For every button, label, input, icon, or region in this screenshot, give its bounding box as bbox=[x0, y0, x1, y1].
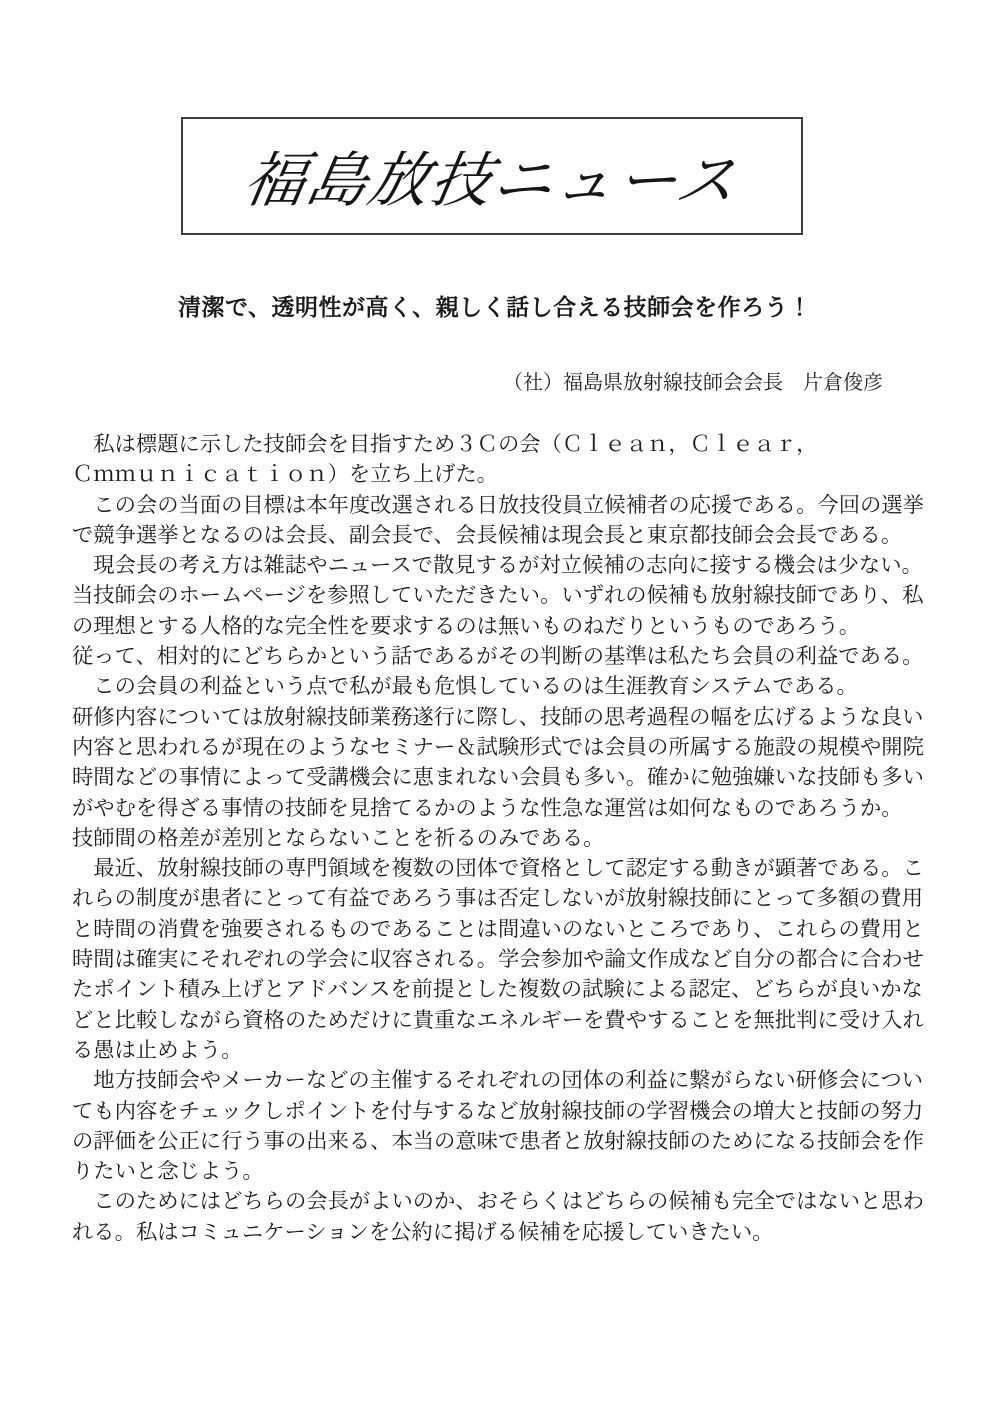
byline-text: （社）福島県放射線技師会会長 片倉俊彦 bbox=[503, 372, 883, 394]
body-text-line: ても内容をチェックしポイントを付与するなど放射線技師の学習機会の増大と技師の努力 bbox=[72, 1098, 924, 1123]
body-text-line: 最近、放射線技師の専門領域を複数の団体で資格として認定する動きが顕著である。こ bbox=[72, 856, 924, 881]
body-text-line: 内容と思われるが現在のようなセミナー＆試験形式では会員の所属する施設の規模や開院 bbox=[72, 734, 924, 759]
body-text bbox=[72, 429, 952, 1247]
body-text-line: 当技師会のホームページを参照していただきたい。いずれの候補も放射線技師であり、私 bbox=[72, 583, 924, 608]
body-text-line: 時間は確実にそれぞれの学会に収容される。学会参加や論文作成など自分の都合に合わせ bbox=[72, 947, 924, 972]
body-text-line: の評価を公正に行う事の出来る、本当の意味で患者と放射線技師のためになる技師会を作 bbox=[72, 1128, 924, 1153]
body-text-line: このためにはどちらの会長がよいのか、おそらくはどちらの候補も完全ではないと思わ bbox=[72, 1189, 924, 1214]
body-text-line: と時間の消費を強要されるものであることは間違いのないところであり、これらの費用と bbox=[72, 916, 924, 941]
body-text-line: りたいと念じよう。 bbox=[72, 1159, 264, 1184]
body-text-line: この会の当面の目標は本年度改選される日放技役員立候補者の応援である。今回の選挙 bbox=[72, 492, 924, 517]
body-text-line: 技師間の格差が差別とならないことを祈るのみである。 bbox=[72, 825, 605, 850]
body-text-line: 研修内容については放射線技師業務遂行に際し、技師の思考過程の幅を広げるような良い bbox=[72, 704, 924, 729]
body-text-line: 時間などの事情によって受講機会に恵まれない会員も多い。確かに勉強嫌いな技師も多い bbox=[72, 765, 924, 790]
body-text-line: る愚は止めよう。 bbox=[72, 1037, 243, 1062]
body-text-line: 現会長の考え方は雑誌やニュースで散見するが対立候補の志向に接する機会は少ない。 bbox=[72, 553, 923, 578]
body-text-line: がやむを得ざる事情の技師を見捨てるかのような性急な運営は如何なものであろうか。 bbox=[72, 795, 903, 820]
body-text-line: 従って、相対的にどちらかという話であるがその判断の基準は私たち会員の利益である。 bbox=[72, 644, 924, 669]
body-text-line: れらの制度が患者にとって有益であろう事は否定しないが放射線技師にとって多額の費用 bbox=[72, 886, 924, 911]
body-text-line: れる。私はコミュニケーションを公約に掲げる候補を応援していきたい。 bbox=[72, 1219, 774, 1244]
body-text-line: 私は標題に示した技師会を目指すため３Ｃの会（Ｃｌｅａｎ，Ｃｌｅａｒ， bbox=[72, 432, 818, 456]
body-text-line: で競争選挙となるのは会長、副会長で、会長候補は現会長と東京都技師会会長である。 bbox=[72, 522, 903, 547]
body-text-line: この会員の利益という点で私が最も危惧しているのは生涯教育システムである。 bbox=[72, 674, 858, 699]
newsletter-title: 福島放技ニュース bbox=[238, 148, 744, 214]
slogan-text: 清潔で、透明性が高く、親しく話し合える技師会を作ろう！ bbox=[178, 295, 812, 320]
masthead-box bbox=[181, 117, 803, 235]
body-text-line: Ｃｍｍｕｎｉｃａｔｉｏｎ）を立ち上げた。 bbox=[72, 462, 498, 487]
body-text-line: たポイント積み上げとアドバンスを前提とした複数の試験による認定、どちらが良いかな bbox=[72, 977, 923, 1002]
body-text-line: どと比較しながら資格のためだけに貴重なエネルギーを費やすることを無批判に受け入れ bbox=[72, 1007, 924, 1032]
body-text-line: 地方技師会やメーカーなどの主催するそれぞれの団体の利益に繋がらない研修会につい bbox=[72, 1068, 924, 1093]
body-text-line: の理想とする人格的な完全性を要求するのは無いものねだりというものであろう。 bbox=[72, 613, 860, 638]
